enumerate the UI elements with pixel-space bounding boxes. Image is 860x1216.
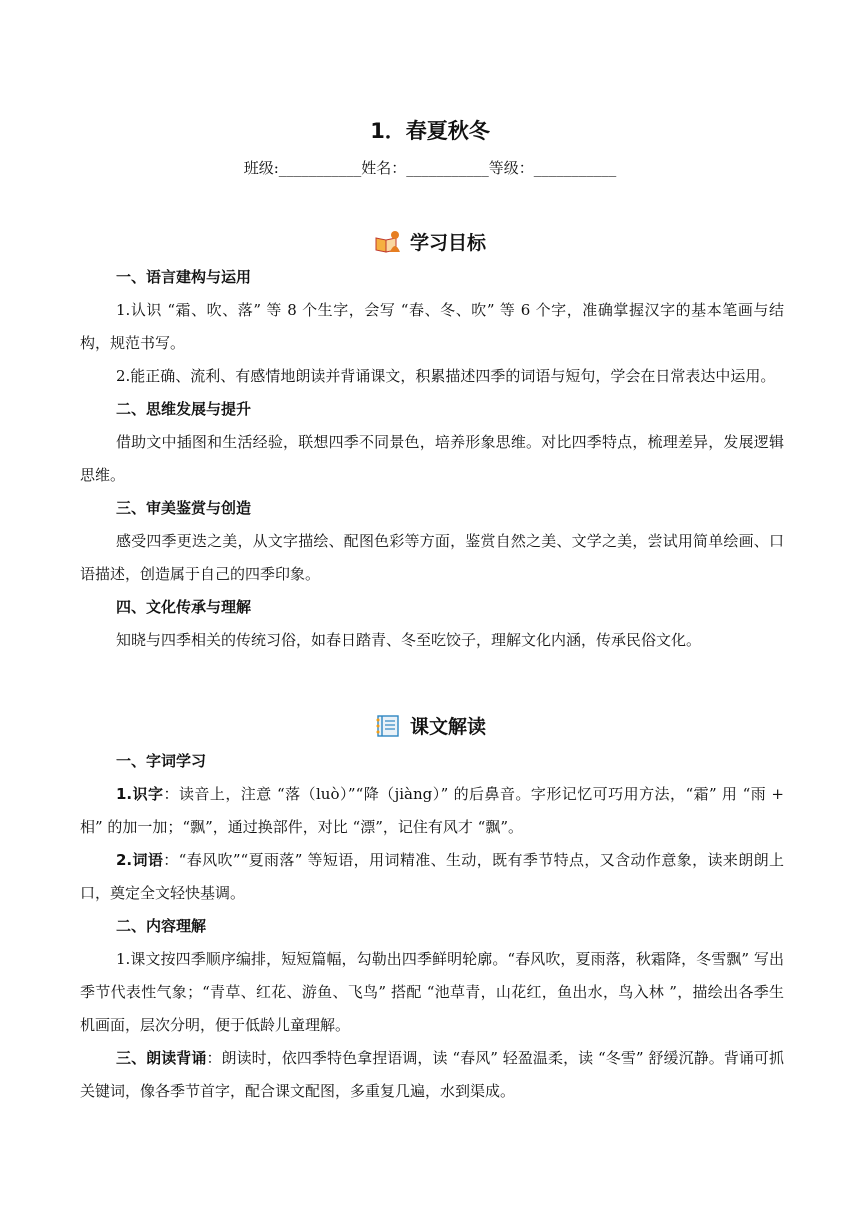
learning-goals-body [80,261,784,657]
paragraph-text: ：“春风吹”“夏雨落” 等短语，用词精准、生动，既有季节特点，又含动作意象，读来朗朗上口，奠定全文轻快基调。 [80,851,784,902]
subheading: 一、语言建构与运用 [116,268,252,286]
paragraph-lead: 三、朗读背诵 [116,1049,207,1067]
subheading: 二、思维发展与提升 [116,400,252,418]
text-reading-body [80,745,784,1108]
subheading: 四、文化传承与理解 [116,598,252,616]
paragraph-lead: 2.词语 [116,851,164,869]
paragraph [80,844,784,910]
paragraph: 知晓与四季相关的传统习俗，如春日踏青、冬至吃饺子，理解文化内涵，传承民俗文化。 [116,631,702,649]
section-heading-text: 课文解读 [409,716,486,738]
student-info-line: 班级:___________姓名：___________等级：___________ [243,159,617,177]
paragraph: 1.认识 “霜、吹、落” 等 8 个生字，会写 “春、冬、吹” 等 6 个字，准确掌握汉字的基本笔画与结构，规范书写。 [80,301,784,352]
paragraph: 借助文中插图和生活经验，联想四季不同景色，培养形象思维。对比四季特点，梳理差异，发展逻辑思维。 [80,433,784,484]
subheading: 二、内容理解 [116,917,207,935]
section-heading-text: 学习目标 [409,232,486,254]
reader-book-icon [374,230,402,254]
subheading: 三、审美鉴赏与创造 [116,499,252,517]
paragraph-text: ：读音上，注意 “落（luò）”“降（jiàng）” 的后鼻音。字形记忆可巧用方法，“霜” 用 “雨 + 相” 的加一加；“飘”，通过换部件，对比 “漂”，记住有风才 “飘”。 [80,785,784,836]
notebook-icon [374,714,402,738]
paragraph: 2.能正确、流利、有感情地朗读并背诵课文，积累描述四季的词语与短句，学会在日常表达中运用。 [116,367,776,385]
paragraph: 感受四季更迭之美，从文字描绘、配图色彩等方面，鉴赏自然之美、文学之美，尝试用简单绘画、口语描述，创造属于自己的四季印象。 [80,532,784,583]
page-title: 1．春夏秋冬 [370,119,490,143]
subheading: 一、字词学习 [116,752,207,770]
paragraph-text: ：朗读时，依四季特色拿捏语调，读 “春风” 轻盈温柔，读 “冬雪” 舒缓沉静。背诵可抓关键词，像各季节首字，配合课文配图，多重复几遍，水到渠成。 [80,1049,784,1100]
paragraph-lead: 1.识字 [116,785,164,803]
paragraph: 1.课文按四季顺序编排，短短篇幅，勾勒出四季鲜明轮廓。“春风吹，夏雨落，秋霜降，冬雪飘” 写出季节代表性气象；“青草、红花、游鱼、飞鸟” 搭配 “池草青，山花红，鱼出水，鸟入林 ”，描绘出各季生机画面，层次分明，便于低龄儿童理解。 [80,950,784,1034]
paragraph [80,778,784,844]
section-heading-text-reading [0,712,860,739]
paragraph [80,1042,784,1108]
section-heading-learning-goals [0,228,860,255]
